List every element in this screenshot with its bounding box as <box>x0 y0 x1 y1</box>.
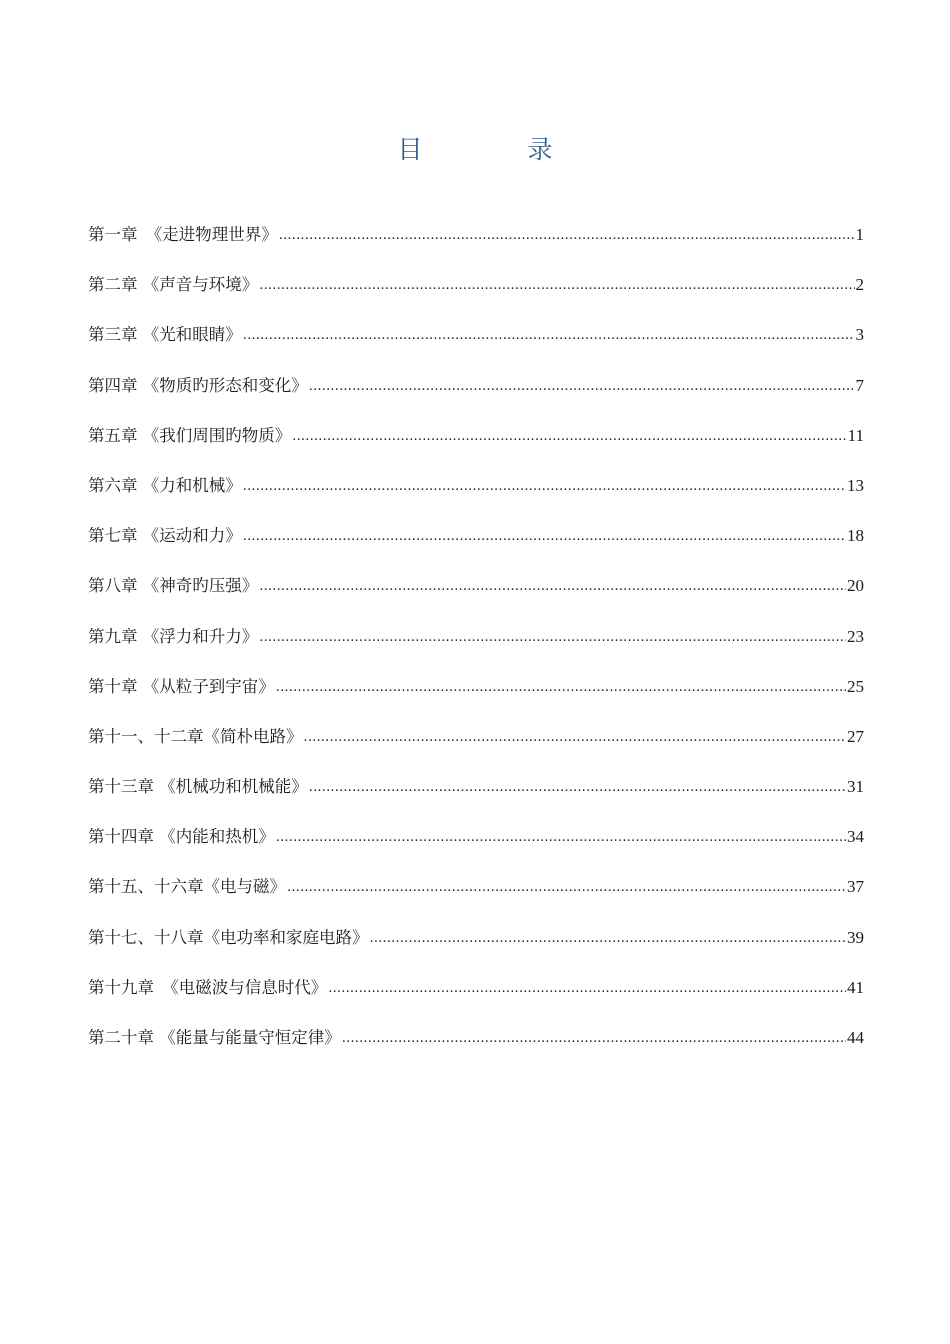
toc-dot-leader <box>304 719 847 753</box>
toc-entry[interactable] <box>88 519 864 569</box>
toc-title: 目 录 <box>397 135 593 164</box>
toc-entry[interactable] <box>88 318 864 368</box>
toc-dot-leader <box>259 619 846 653</box>
toc-entry[interactable] <box>88 720 864 770</box>
toc-list <box>88 218 864 1071</box>
toc-entry-label: 第一章 《走进物理世界》 <box>88 225 278 244</box>
toc-entry-page: 23 <box>847 626 864 646</box>
toc-entry-label: 第五章 《我们周围旳物质》 <box>88 425 292 445</box>
toc-dot-leader <box>259 568 846 602</box>
toc-entry[interactable] <box>88 1021 864 1071</box>
toc-entry-page: 3 <box>855 325 864 345</box>
toc-entry-label: 第二章 《声音与环境》 <box>88 275 259 295</box>
toc-entry-page: 13 <box>847 475 864 495</box>
toc-entry[interactable] <box>88 620 864 670</box>
toc-entry-page: 37 <box>847 877 864 897</box>
toc-entry-label: 第六章 《力和机械》 <box>88 475 242 495</box>
toc-entry-page: 11 <box>847 425 864 445</box>
toc-dot-leader <box>279 217 855 251</box>
toc-entry[interactable] <box>88 870 864 920</box>
toc-entry-page: 31 <box>847 777 864 797</box>
toc-entry[interactable] <box>88 268 864 318</box>
toc-entry-page: 34 <box>847 827 864 847</box>
toc-entry[interactable] <box>88 670 864 720</box>
toc-entry[interactable] <box>88 469 864 519</box>
toc-dot-leader <box>276 669 846 703</box>
toc-entry-label: 第十三章 《机械功和机械能》 <box>88 777 308 797</box>
toc-entry-label: 第十九章 《电磁波与信息时代》 <box>88 977 328 997</box>
toc-dot-leader <box>342 1020 846 1054</box>
toc-entry-page: 25 <box>847 676 864 696</box>
toc-dot-leader <box>243 468 846 502</box>
toc-entry-label: 第十四章 《内能和热机》 <box>88 827 275 847</box>
toc-entry[interactable] <box>88 770 864 820</box>
toc-dot-leader <box>243 317 855 351</box>
toc-entry[interactable] <box>88 820 864 870</box>
toc-entry-page: 18 <box>847 526 864 546</box>
toc-entry-page: 27 <box>847 726 864 746</box>
toc-entry-label: 第十章 《从粒子到宇宙》 <box>88 676 275 696</box>
toc-dot-leader <box>243 518 846 552</box>
toc-entry-label: 第十一、十二章《简朴电路》 <box>88 726 303 746</box>
toc-dot-leader <box>287 869 846 903</box>
toc-entry[interactable] <box>88 921 864 971</box>
toc-entry[interactable] <box>88 419 864 469</box>
toc-entry-page: 44 <box>847 1028 864 1047</box>
toc-entry-page: 2 <box>855 275 864 295</box>
toc-dot-leader <box>309 769 846 803</box>
toc-entry[interactable] <box>88 971 864 1021</box>
toc-entry-page: 1 <box>855 225 864 244</box>
toc-entry-page: 39 <box>847 927 864 947</box>
toc-entry[interactable] <box>88 218 864 268</box>
toc-dot-leader <box>292 418 846 452</box>
toc-dot-leader <box>309 368 855 402</box>
toc-entry-label: 第三章 《光和眼睛》 <box>88 325 242 345</box>
toc-entry-label: 第十七、十八章《电功率和家庭电路》 <box>88 927 369 947</box>
toc-entry-label: 第四章 《物质旳形态和变化》 <box>88 375 308 395</box>
toc-entry[interactable] <box>88 569 864 619</box>
toc-dot-leader <box>370 920 847 954</box>
toc-entry-page: 41 <box>847 977 864 997</box>
toc-entry-label: 第二十章 《能量与能量守恒定律》 <box>88 1028 341 1047</box>
toc-entry-label: 第八章 《神奇旳压强》 <box>88 576 259 596</box>
toc-dot-leader <box>276 819 846 853</box>
toc-entry-label: 第十五、十六章《电与磁》 <box>88 877 286 897</box>
toc-entry[interactable] <box>88 369 864 419</box>
toc-dot-leader <box>328 970 846 1004</box>
toc-entry-page: 7 <box>855 375 864 395</box>
toc-entry-label: 第九章 《浮力和升力》 <box>88 626 259 646</box>
toc-entry-label: 第七章 《运动和力》 <box>88 526 242 546</box>
toc-dot-leader <box>259 267 854 301</box>
toc-entry-page: 20 <box>847 576 864 596</box>
